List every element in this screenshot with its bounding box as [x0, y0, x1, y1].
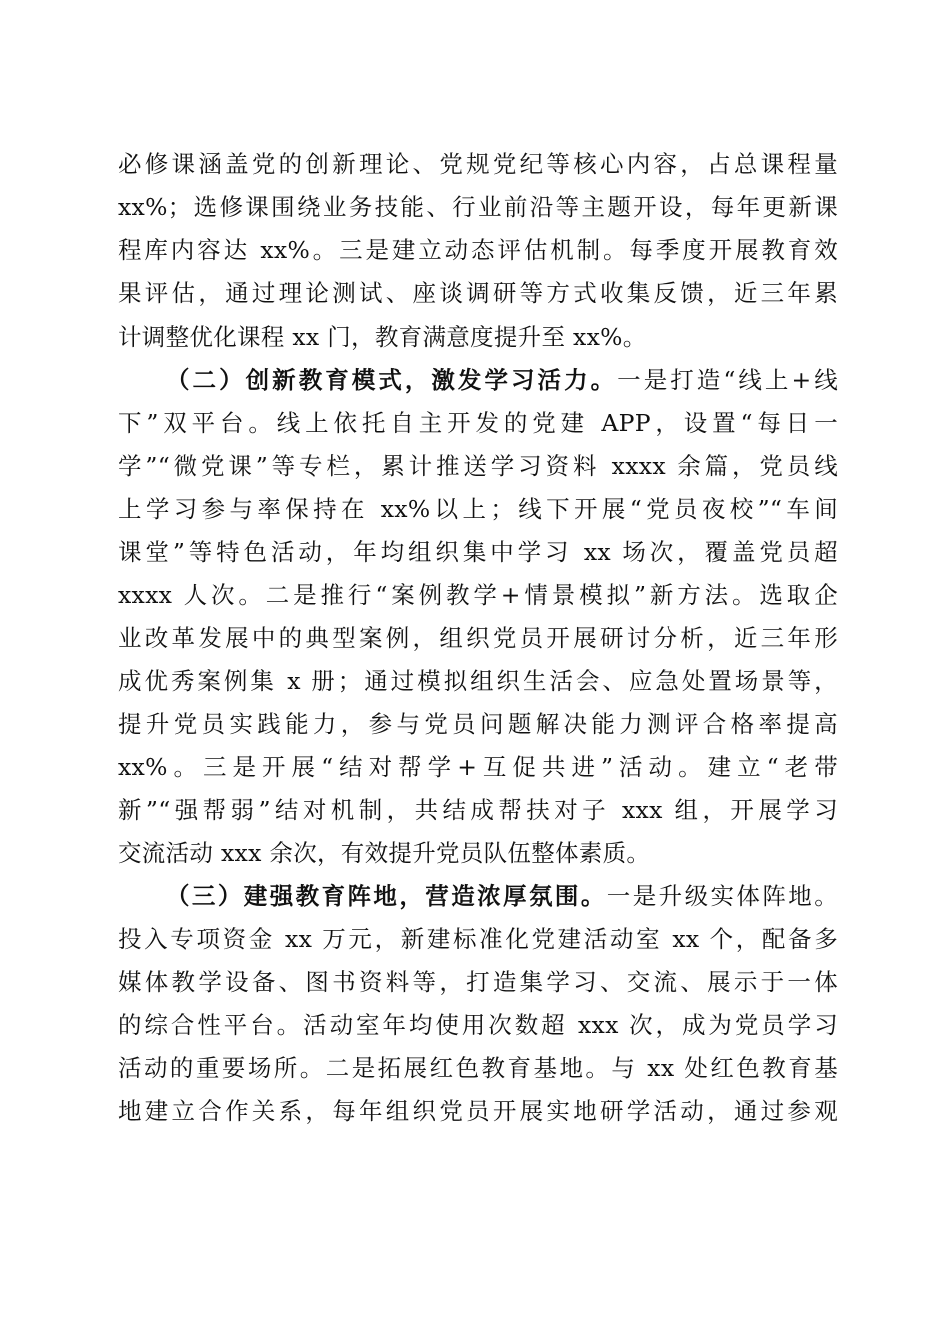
text-line: 成优秀案例集 x 册；通过模拟组织生活会、应急处置场景等，: [118, 667, 838, 695]
text-line: 计调整优化课程 xx 门，教育满意度提升至 xx%。: [118, 323, 647, 351]
text-line: 程库内容达 xx%。三是建立动态评估机制。每季度开展教育效: [118, 236, 838, 264]
section-2-first-line: [166, 362, 838, 398]
text-line: 新”“强帮弱”结对机制，共结成帮扶对子 xxx 组，开展学习: [118, 796, 838, 824]
text-line: 媒体教学设备、图书资料等，打造集学习、交流、展示于一体: [118, 968, 838, 996]
text-line: 必修课涵盖党的创新理论、党规党纪等核心内容，占总课程量: [118, 150, 838, 178]
text-line: 下”双平台。线上依托自主开发的党建 APP，设置“每日一: [118, 409, 838, 437]
text-line: 投入专项资金 xx 万元，新建标准化党建活动室 xx 个，配备多: [118, 925, 838, 953]
section-3-first-line: [166, 878, 838, 914]
text-line: xx%。三是开展“结对帮学+互促共进”活动。建立“老带: [118, 753, 838, 781]
text-line: 的综合性平台。活动室年均使用次数超 xxx 次，成为党员学习: [118, 1011, 838, 1039]
text-line: xx%；选修课围绕业务技能、行业前沿等主题开设，每年更新课: [118, 193, 838, 221]
text-line: 课堂”等特色活动，年均组织集中学习 xx 场次，覆盖党员超: [118, 538, 838, 566]
text-line: 学”“微党课”等专栏，累计推送学习资料 xxxx 余篇，党员线: [118, 452, 838, 480]
text-line: 地建立合作关系，每年组织党员开展实地研学活动，通过参观: [118, 1097, 838, 1125]
text-line: 提升党员实践能力，参与党员问题解决能力测评合格率提高: [118, 710, 838, 738]
text-line: 业改革发展中的典型案例，组织党员开展研讨分析，近三年形: [118, 624, 838, 652]
text-line: 上学习参与率保持在 xx%以上；线下开展“党员夜校”“车间: [118, 495, 838, 523]
section-2-lead: 一是打造“线上+线: [617, 366, 838, 394]
section-3-lead: 一是升级实体阵地。: [606, 882, 839, 910]
section-2-heading: （二）创新教育模式，激发学习活力。: [166, 366, 618, 394]
text-line: xxxx 人次。二是推行“案例教学+情景模拟”新方法。选取企: [118, 581, 838, 609]
text-line: 活动的重要场所。二是拓展红色教育基地。与 xx 处红色教育基: [118, 1054, 838, 1082]
section-3-heading: （三）建强教育阵地，营造浓厚氛围。: [166, 882, 607, 910]
text-line: 交流活动 xxx 余次，有效提升党员队伍整体素质。: [118, 839, 651, 867]
text-line: 果评估，通过理论测试、座谈调研等方式收集反馈，近三年累: [118, 279, 838, 307]
